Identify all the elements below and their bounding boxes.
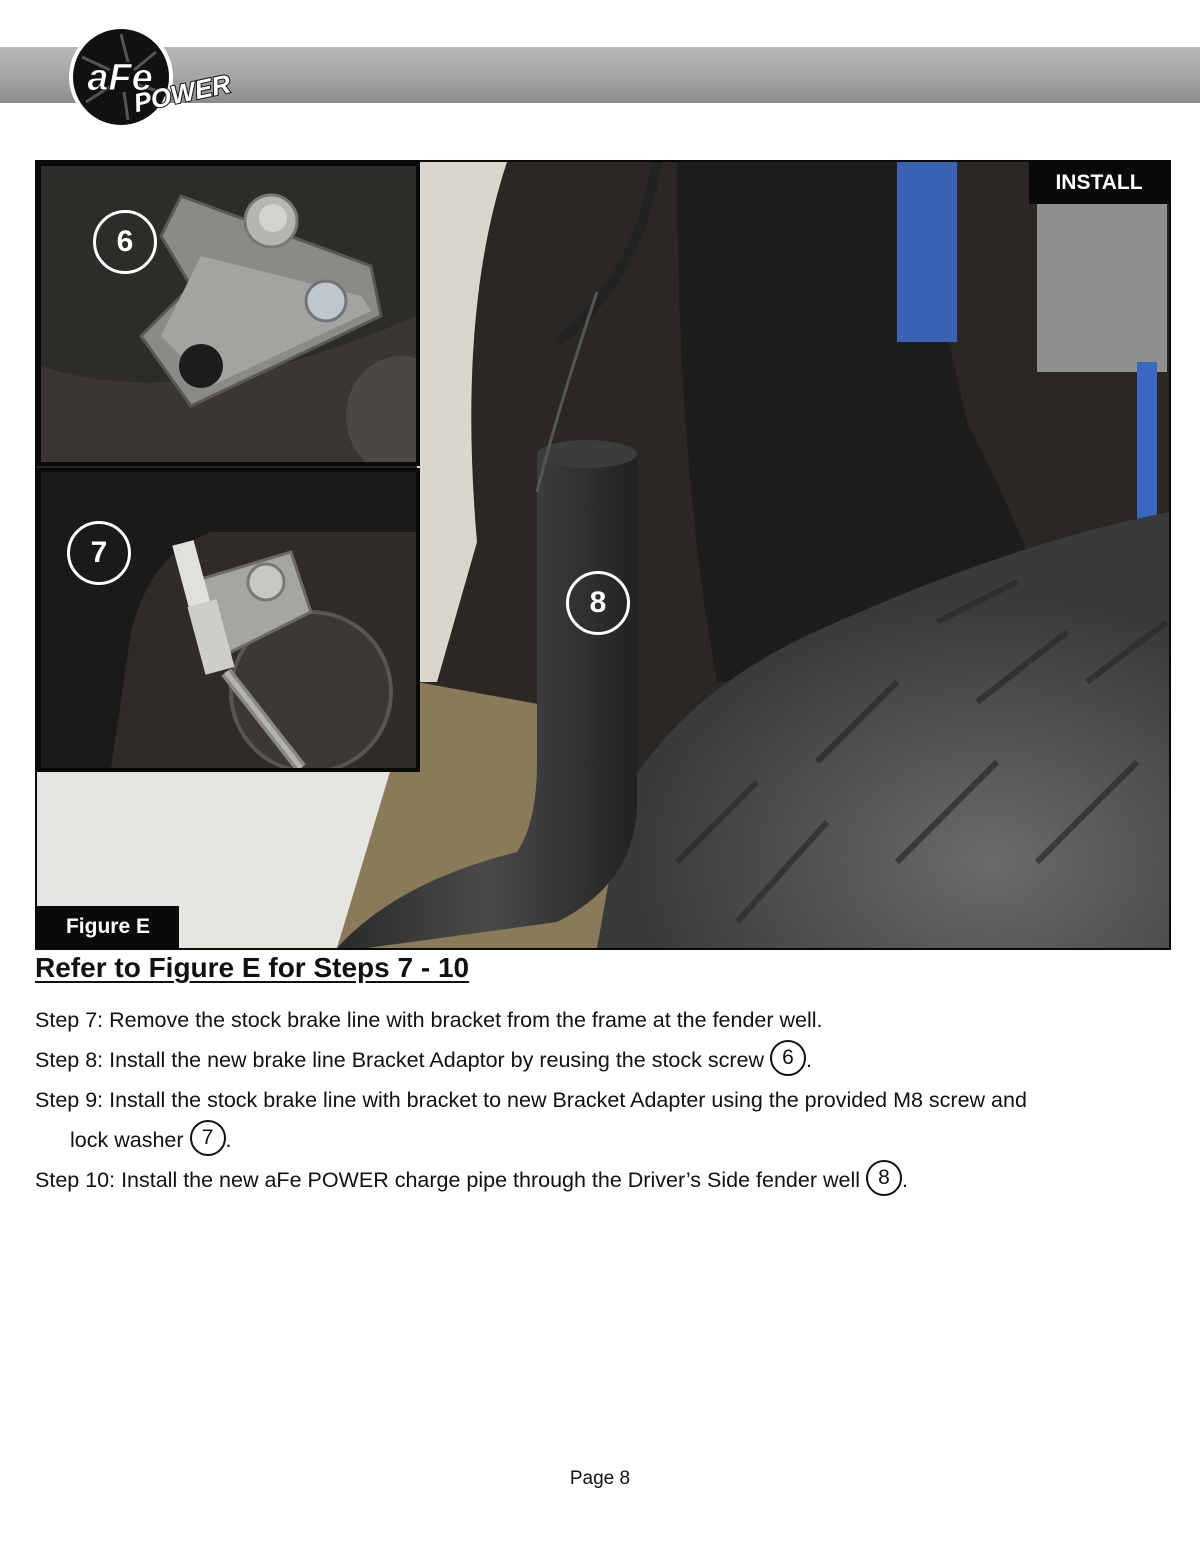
step-9	[35, 1080, 1175, 1160]
step-10	[35, 1160, 1175, 1200]
step-9-ref: 7	[190, 1120, 226, 1156]
step-10-text: Step 10: Install the new aFe POWER charge pipe through the Driver’s Side fender well	[35, 1168, 860, 1192]
step-9-text: Step 9: Install the stock brake line with bracket to new Bracket Adapter using the provided M8 screw and	[35, 1088, 1027, 1112]
callout-6: 6	[93, 210, 157, 274]
step-7-text: Step 7: Remove the stock brake line with bracket from the frame at the fender well.	[35, 1008, 823, 1032]
callout-7: 7	[67, 521, 131, 585]
figure-e-photo	[35, 160, 1171, 950]
steps-list	[35, 1000, 1175, 1200]
callout-8: 8	[566, 571, 630, 635]
logo-text-power: POWER	[130, 68, 234, 119]
inset-photo-bracket-screw	[37, 162, 420, 466]
step-9-text2: lock washer	[70, 1128, 184, 1152]
section-heading: Refer to Figure E for Steps 7 - 10	[35, 952, 470, 983]
afe-power-logo	[66, 22, 236, 132]
install-badge: INSTALL	[1029, 162, 1169, 204]
step-10-tail: .	[902, 1168, 908, 1192]
step-8	[35, 1040, 1175, 1080]
inset-photo-brake-line	[37, 468, 420, 772]
step-8-tail: .	[806, 1048, 812, 1072]
step-8-text: Step 8: Install the new brake line Bracket Adaptor by reusing the stock screw	[35, 1048, 764, 1072]
step-8-ref: 6	[770, 1040, 806, 1076]
step-9-tail: .	[225, 1128, 232, 1152]
step-9-continuation	[35, 1120, 1175, 1160]
step-7	[35, 1000, 1175, 1040]
logo-text-afe: aFe	[87, 57, 153, 99]
step-10-ref: 8	[866, 1160, 902, 1196]
page-number: Page 8	[569, 1468, 631, 1489]
figure-label: Figure E	[37, 906, 179, 948]
